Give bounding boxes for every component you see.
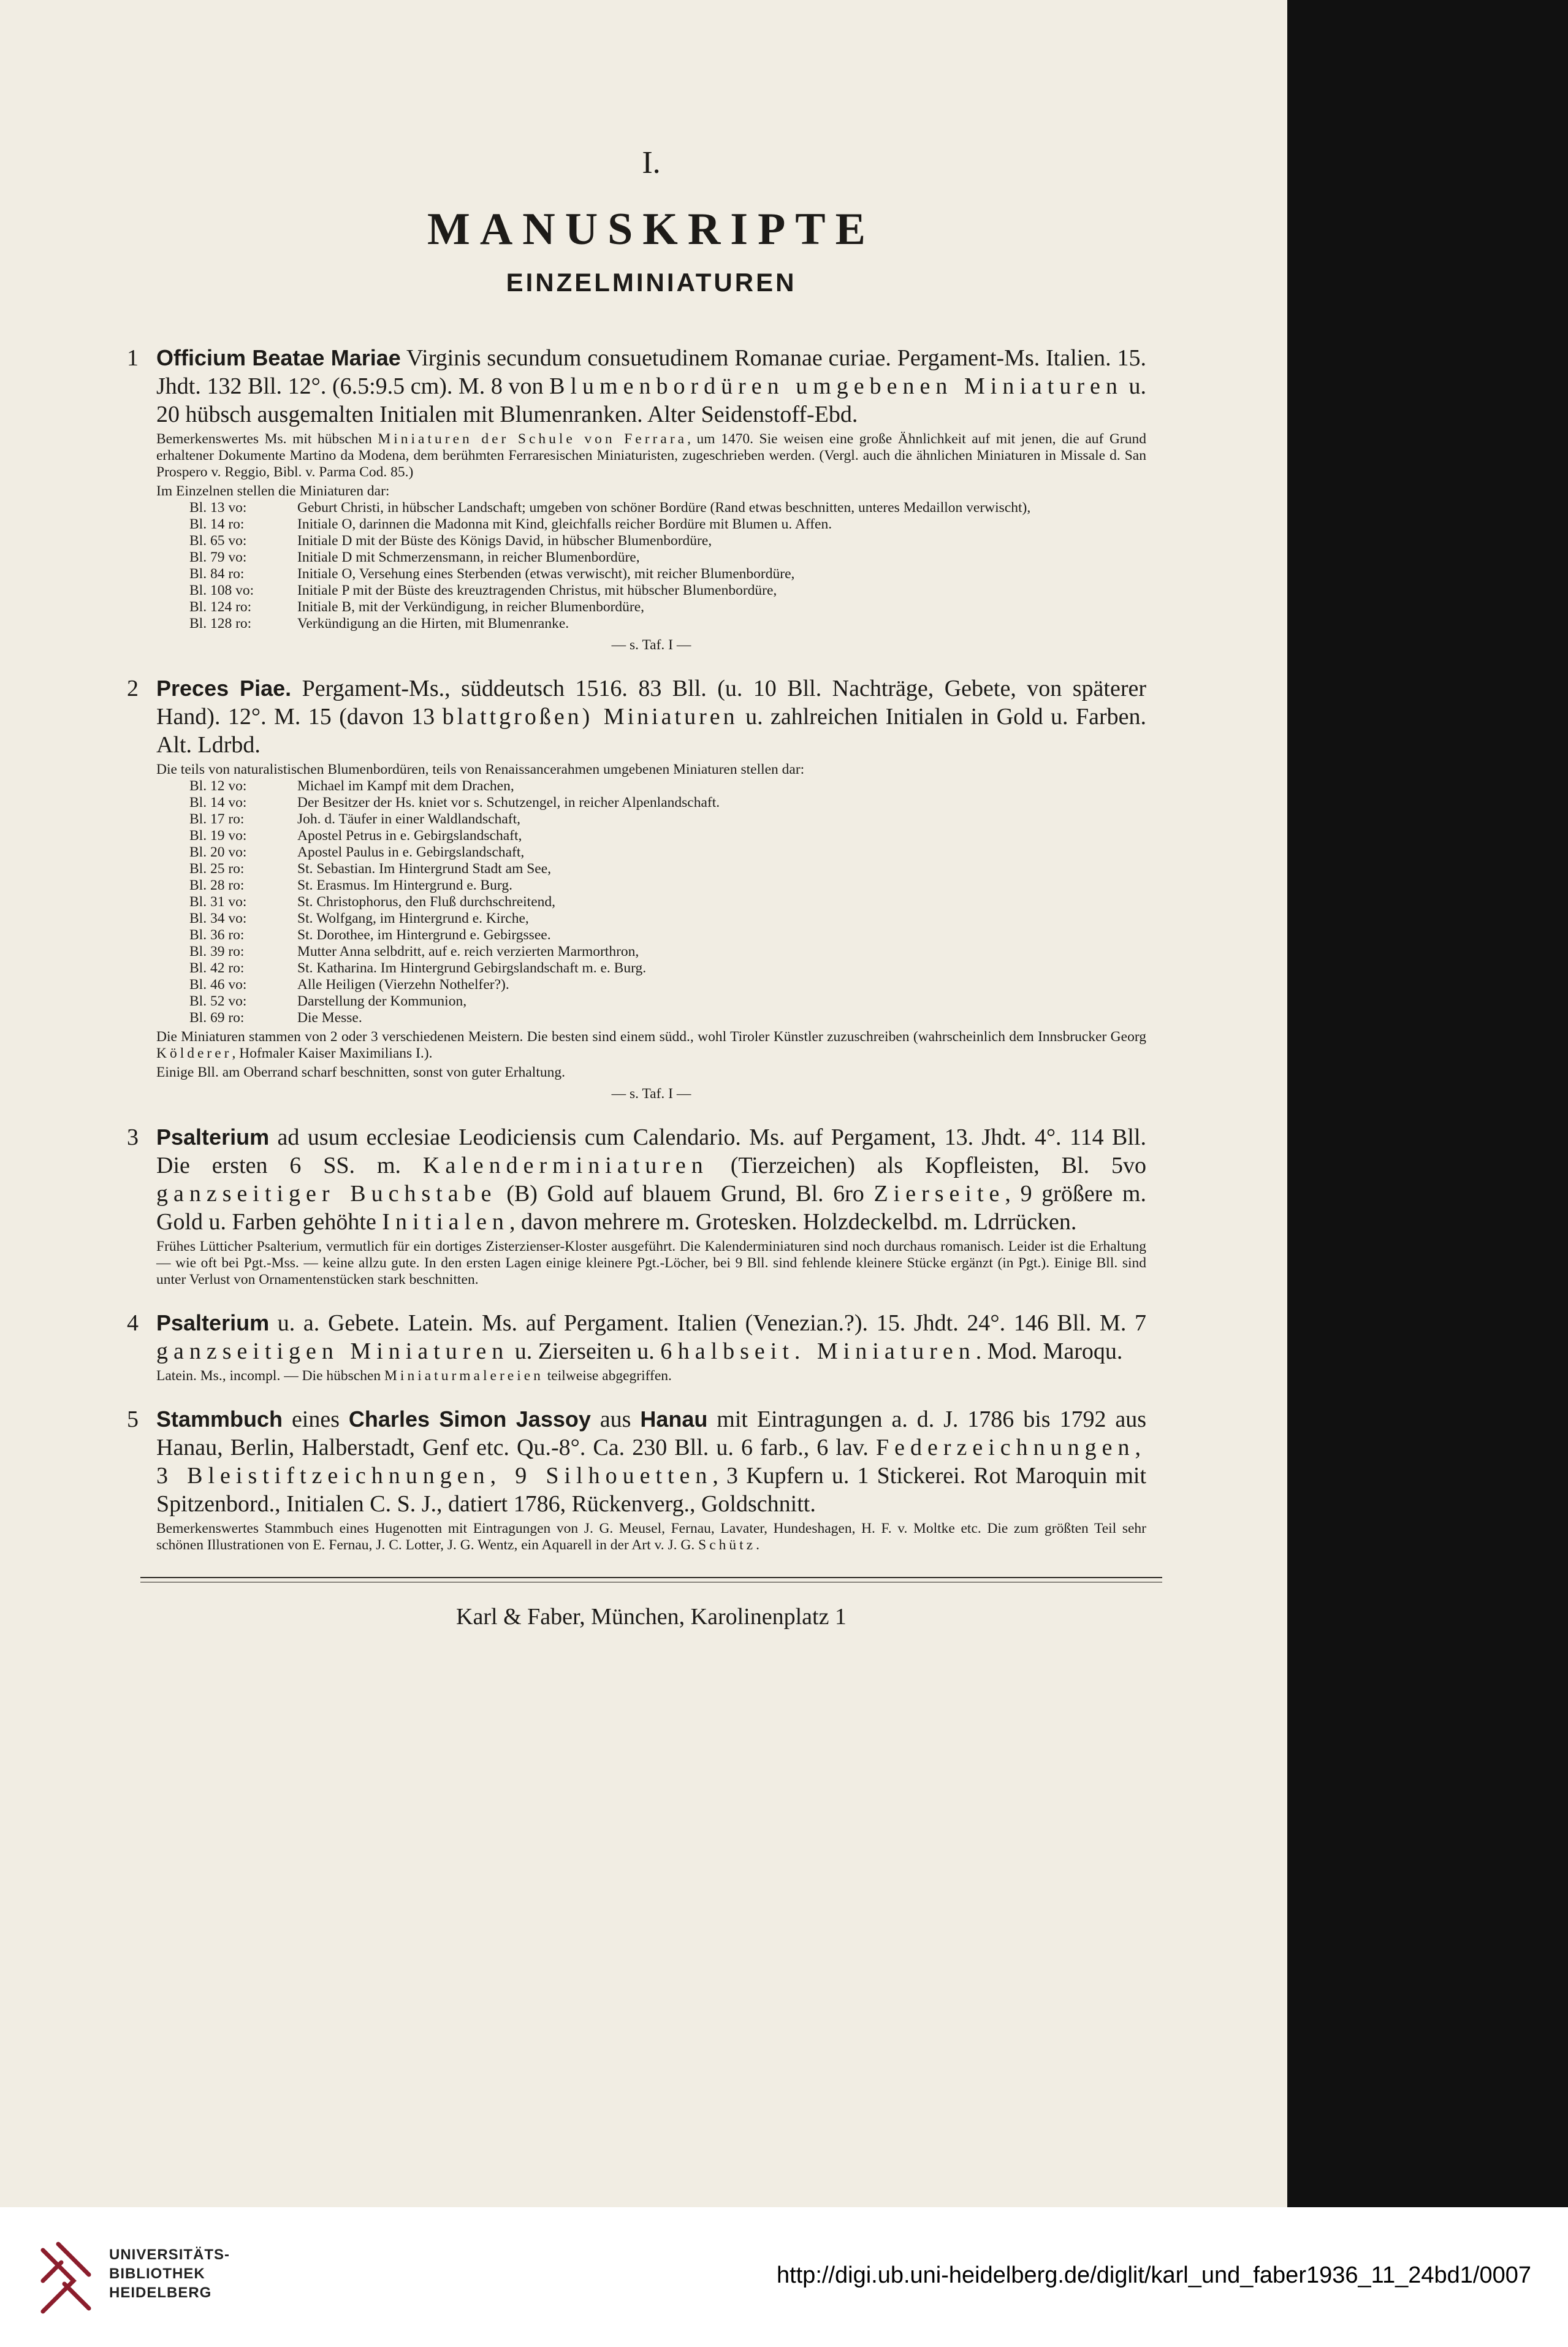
publisher-footer: Karl & Faber, München, Karolinenplatz 1 (456, 1604, 847, 1630)
list-item: Bl. 34 vo: St. Wolfgang, im Hintergrund e. Kirche, (189, 910, 529, 926)
section-title: MANUSKRIPTE (427, 204, 876, 254)
miniature-list (189, 500, 1146, 632)
list-item: Bl. 69 ro: Die Messe. (189, 1010, 362, 1026)
library-name: UNIVERSITÄTS- BIBLIOTHEK HEIDELBERG (109, 2246, 230, 2301)
miniature-list (189, 778, 1146, 1026)
list-item: Bl. 12 vo: Michael im Kampf mit dem Drachen, (189, 778, 514, 794)
list-item: Bl. 19 vo: Apostel Petrus in e. Gebirgslandschaft, (189, 828, 522, 844)
list-item: Bl. 52 vo: Darstellung der Kommunion, (189, 993, 467, 1009)
entry-note: Bemerkenswertes Ms. mit hübschen Miniaturen der Schule von Ferrara, um 1470. Sie weisen eine große Ähnlichkeit auf mit jenen, die auf Grund erhaltener Dokumente Martino da Modena, dem berühmten Ferraresischen Miniaturisten, zugeschrieben werden. (Vergl. auch die ähnlichen Miniaturen in Missale d. San Prospero v. Reggio, Bibl. v. Parma Cod. 85.) (156, 431, 1146, 480)
entry-description: Officium Beatae Mariae Virginis secundum consuetudinem Romanae curiae. Pergament-Ms. Italien. 15. Jhdt. 132 Bll. 12°. (6.5:9.5 cm). M. 8 von Blumenbordüren umgebenen Miniaturen u. 20 hübsch ausgemalten Initialen mit Blumenranken. Alter Seidenstoff-Ebd. (156, 345, 1146, 427)
entry-number: 2 (127, 676, 139, 701)
list-item: Bl. 36 ro: St. Dorothee, im Hintergrund e. Gebirgssee. (189, 927, 551, 943)
entry-note: Bemerkenswertes Stammbuch eines Hugenotten mit Eintragungen von J. G. Meusel, Fernau, Lavater, Hundeshagen, H. F. v. Moltke etc. Die zum größten Teil sehr schönen Illustrationen von E. Fernau, J. C. Lotter, J. G. Wentz, ein Aquarell in der Art v. J. G. Schütz. (156, 1521, 1146, 1553)
entry-description: Stammbuch eines Charles Simon Jassoy aus Hanau mit Eintragungen a. d. J. 1786 bis 1792 aus Hanau, Berlin, Halberstadt, Genf etc. Qu.-8°. Ca. 230 Bll. u. 6 farb., 6 lav. Federzeichnungen, 3 Bleistiftzeichnungen, 9 Silhouetten, 3 Kupfern u. 1 Stickerei. Rot Maroquin mit Spitzenbord., Initialen C. S. J., datiert 1786, Rückenverg., Goldschnitt. (156, 1406, 1146, 1517)
entry-note: Die Miniaturen stammen von 2 oder 3 verschiedenen Meistern. Die besten sind einem südd., wohl Tiroler Künstler zuzuschreiben (wahrscheinlich dem Innsbrucker Georg Kölderer, Hofmaler Kaiser Maximilians I.). (156, 1029, 1146, 1061)
list-item: Bl. 13 vo: Geburt Christi, in hübscher Landschaft; umgeben von schöner Bordüre (Rand etwas beschnitten, unteres Medaillon verwischt), (189, 500, 1031, 516)
catalog-entry-3 (127, 1123, 1146, 1288)
entry-title: Psalterium (156, 1124, 270, 1150)
list-item: Bl. 25 ro: St. Sebastian. Im Hintergrund Stadt am See, (189, 861, 552, 877)
permalink[interactable]: http://digi.ub.uni-heidelberg.de/diglit/karl_und_faber1936_11_24bd1/0007 (776, 2262, 1531, 2288)
list-item: Bl. 128 ro: Verkündigung an die Hirten, mit Blumenranke. (189, 616, 569, 632)
library-logo-icon (37, 2238, 95, 2318)
entry-title: Preces Piae. (156, 676, 292, 701)
list-item: Bl. 124 ro: Initiale B, mit der Verkündigung, in reicher Blumenbordüre, (189, 599, 645, 615)
entry-title: Officium Beatae Mariae (156, 345, 401, 370)
entry-note: Frühes Lütticher Psalterium, vermutlich für ein dortiges Zisterzienser-Kloster ausgeführt. Die Kalenderminiaturen sind noch durchaus romanisch. Leider ist die Erhaltung — wie oft bei Pgt.-Mss. — keine allzu gute. In den ersten Lagen einige kleinere Pgt.-Löcher, bei 9 Bll. sind fehlende kleinere Stücke ergänzt (in Pgt.). Einige Bll. sind unter Verlust von Ornamentenstücken stark beschnitten. (156, 1238, 1146, 1288)
entry-number: 5 (127, 1406, 139, 1432)
catalog-entry-4 (127, 1309, 1146, 1384)
list-item: Bl. 39 ro: Mutter Anna selbdritt, auf e. reich verzierten Marmorthron, (189, 944, 639, 960)
list-item: Bl. 84 ro: Initiale O, Versehung eines Sterbenden (etwas verwischt), mit reicher Blumenbordüre, (189, 566, 795, 582)
section-subtitle: EINZELMINIATUREN (506, 268, 797, 297)
entry-number: 1 (127, 345, 139, 371)
list-item: Bl. 14 vo: Der Besitzer der Hs. kniet vor s. Schutzengel, in reicher Alpenlandschaft. (189, 795, 720, 811)
entry-note: Einige Bll. am Oberrand scharf beschnitten, sonst von guter Erhaltung. (156, 1064, 565, 1080)
list-item: Bl. 42 ro: St. Katharina. Im Hintergrund Gebirgslandschaft m. e. Burg. (189, 960, 647, 976)
catalog-entry-2 (127, 674, 1147, 1102)
entry-number: 4 (127, 1310, 139, 1336)
library-bar (0, 2207, 1568, 2347)
entry-description: Psalterium u. a. Gebete. Latein. Ms. auf Pergament. Italien (Venezian.?). 15. Jhdt. 24°. 146 Bll. M. 7 ganzseitigen Miniaturen u. Zierseiten u. 6 halbseit. Miniaturen. Mod. Maroqu. (156, 1310, 1146, 1364)
list-item: Bl. 79 vo: Initiale D mit Schmerzensmann, in reicher Blumenbordüre, (189, 549, 640, 565)
list-item: Bl. 46 vo: Alle Heiligen (Vierzehn Nothelfer?). (189, 977, 509, 993)
list-item: Bl. 17 ro: Joh. d. Täufer in einer Waldlandschaft, (189, 811, 520, 827)
footer-rule (140, 1577, 1162, 1578)
entry-description: Preces Piae. Pergament-Ms., süddeutsch 1516. 83 Bll. (u. 10 Bll. Nachträge, Gebete, von späterer Hand). 12°. M. 15 (davon 13 blattgroßen) Miniaturen u. zahlreichen Initialen in Gold u. Farben. Alt. Ldrbd. (156, 676, 1147, 758)
entry-title: Psalterium (156, 1310, 270, 1335)
list-item: Bl. 108 vo: Initiale P mit der Büste des kreuztragenden Christus, mit hübscher Blumenbordüre, (189, 582, 777, 598)
list-item: Bl. 20 vo: Apostel Paulus in e. Gebirgslandschaft, (189, 844, 525, 860)
entry-title: Stammbuch (156, 1406, 283, 1432)
entry-number: 3 (127, 1124, 139, 1150)
catalog-entry-1 (127, 344, 1146, 654)
plate-reference: — s. Taf. I — (611, 637, 691, 653)
entry-note: Latein. Ms., incompl. — Die hübschen Miniaturmalereien teilweise abgegriffen. (156, 1368, 672, 1384)
list-item: Bl. 65 vo: Initiale D mit der Büste des Königs David, in hübscher Blumenbordüre, (189, 533, 712, 549)
list-item: Bl. 31 vo: St. Christophorus, den Fluß durchschreitend, (189, 894, 556, 910)
plate-reference: — s. Taf. I — (611, 1086, 691, 1102)
list-item: Bl. 14 ro: Initiale O, darinnen die Madonna mit Kind, gleichfalls reicher Bordüre mit Blumen u. Affen. (189, 516, 832, 532)
entry-note: Im Einzelnen stellen die Miniaturen dar: (156, 483, 390, 499)
catalog-entry-5 (127, 1405, 1146, 1554)
entry-note: Die teils von naturalistischen Blumenbordüren, teils von Renaissancerahmen umgebenen Miniaturen stellen dar: (156, 761, 805, 777)
entry-description: Psalterium ad usum ecclesiae Leodiciensis cum Calendario. Ms. auf Pergament, 13. Jhdt. 4°. 114 Bll. Die ersten 6 SS. m. Kalenderminiaturen (Tierzeichen) als Kopfleisten, Bl. 5vo ganzseitiger Buchstabe (B) Gold auf blauem Grund, Bl. 6ro Zierseite, 9 größere m. Gold u. Farben gehöhte Initialen, davon mehrere m. Grotesken. Holzdeckelbd. m. Ldrrücken. (156, 1124, 1146, 1235)
section-number: I. (642, 145, 661, 180)
list-item: Bl. 28 ro: St. Erasmus. Im Hintergrund e. Burg. (189, 877, 512, 893)
